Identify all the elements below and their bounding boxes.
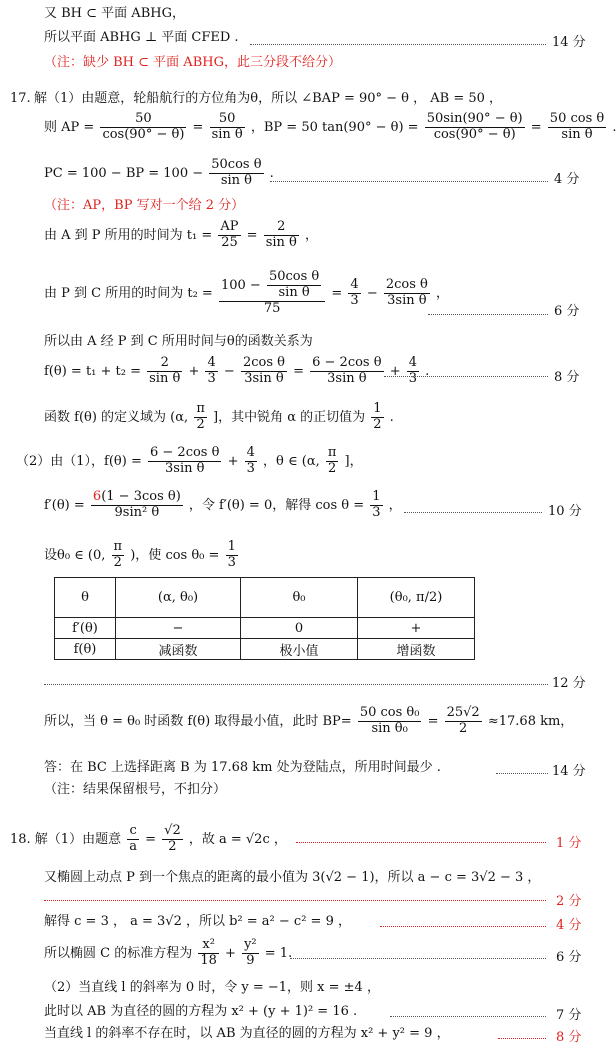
dot-leader bbox=[290, 958, 546, 959]
annotation-note: （注：结果保留根号，不扣分） bbox=[44, 782, 227, 797]
fraction: $\frac{\pi}{2}$ bbox=[113, 539, 123, 570]
dot-leader bbox=[270, 181, 548, 182]
formula-text: ，令 f′(θ) = 0，解得 cos θ = bbox=[188, 497, 365, 513]
fraction: $\frac{\pi}{2}$ bbox=[327, 445, 337, 476]
formula-line bbox=[44, 540, 240, 571]
table-cell: θ bbox=[55, 578, 116, 618]
fraction: 100 − $\frac{\text{50cos θ}}{\text{sin θ}}$ 75 bbox=[219, 270, 325, 317]
text-line: 解得 c = 3 ， a = 3√2 ，所以 b² = a² − c² = 9 ， bbox=[44, 914, 351, 929]
fraction: $\frac{\pi}{2}$ bbox=[196, 401, 205, 432]
text-line: 又 BH ⊂ 平面 ABHG， bbox=[44, 6, 185, 21]
fraction: $\frac{\text{50cos θ}}{\text{sin θ}}$ bbox=[268, 269, 320, 300]
fraction: $\frac{50}{\text{sin θ}}$ bbox=[211, 111, 243, 142]
table-cell: + bbox=[358, 618, 475, 639]
score-label: 7 分 bbox=[556, 1008, 582, 1023]
dot-leader bbox=[404, 512, 542, 513]
dot-leader bbox=[296, 842, 546, 843]
fraction: $\frac{4}{3}$ bbox=[350, 276, 359, 308]
dot-leader bbox=[496, 773, 548, 774]
table-cell: f′(θ) bbox=[55, 618, 116, 639]
fraction: $\frac{4}{3}$ bbox=[207, 355, 216, 386]
fraction: $\frac{\text{y²}}{9}$ bbox=[244, 937, 257, 968]
text-line: 答：在 BC 上选择距离 B 为 17.68 km 处为登陆点，所用时间最少 . bbox=[44, 760, 441, 775]
formula-line: 所以，当 θ = θ₀ 时函数 f(θ) 取得最小值，此时 BP= $\frac{\text{50 cos θ₀}}{\text{sin θ₀}}$ = $\frac{25√2}{2}$ ≈17.68 km， bbox=[44, 705, 574, 736]
fraction: $\frac{\text{50 cos θ₀}}{\text{sin θ₀}}$ bbox=[359, 705, 420, 736]
score-label: 10 分 bbox=[548, 504, 582, 519]
formula-line: （2）由（1），f(θ) = $\frac{\text{6 − 2cos θ}}{\text{3sin θ}}$ + $\frac{4}{3}$ ，θ ∈ (α, $\frac{\pi}{2}$ ]， bbox=[16, 445, 363, 476]
formula-text: 设θ₀ ∈ (0, bbox=[44, 547, 106, 563]
score-label: 1 分 bbox=[556, 836, 582, 851]
text-line: 又椭圆上动点 P 到一个焦点的距离的最小值为 3(√2 − 1)，所以 a − c = 3√2 − 3 ， bbox=[44, 870, 541, 885]
table-cell: (θ₀, π/2) bbox=[358, 578, 475, 618]
score-label: 12 分 bbox=[552, 676, 586, 691]
table-cell: f(θ) bbox=[55, 639, 116, 660]
dot-leader bbox=[44, 684, 548, 685]
formula-text: ，故 a = √2c ， bbox=[188, 831, 287, 847]
formula-text: 由 P 到 C 所用的时间为 t₂ = bbox=[44, 285, 213, 301]
fraction: $\frac{1}{2}$ bbox=[373, 401, 382, 432]
formula-line: 则 AP = $\frac{50}{\cos(90^\circ - \theta)}$ = $\frac{50}{\text{sin θ}}$ ，BP = 50 tan(90° − θ) = $\frac{50\sin(90^\circ - \theta)}{\cos(90^\circ - \theta)}$ = $\frac{\text{50 cos θ}}{\text{sin θ}}$ . bbox=[44, 111, 616, 142]
fraction: $\frac{1}{3}$ bbox=[227, 539, 236, 570]
fraction: $\frac{4}{3}$ bbox=[246, 445, 255, 476]
fraction: $\frac{1}{3}$ bbox=[372, 489, 381, 520]
dot-leader bbox=[250, 44, 546, 45]
fraction: $\frac{√2}{2}$ bbox=[164, 823, 181, 854]
formula-line: 由 A 到 P 所用的时间为 t₁ = $\frac{AP}{25}$ = $\frac{2}{\text{sin θ}}$ ， bbox=[44, 219, 319, 250]
formula-line: 18. 解（1）由题意 $\frac{c}{a}$ = $\frac{√2}{2}$ ，故 a = √2c ， bbox=[10, 823, 287, 854]
text-line: 所以由 A 经 P 到 C 所用时间与θ的函数关系为 bbox=[44, 334, 313, 349]
score-label: 4 分 bbox=[556, 918, 582, 933]
table-cell: 极小值 bbox=[241, 639, 358, 660]
table-cell: 0 bbox=[241, 618, 358, 639]
dot-leader bbox=[44, 900, 546, 901]
fraction: $\frac{\text{50 cos θ}}{\text{sin θ}}$ bbox=[549, 111, 605, 142]
formula-line: 函数 f(θ) 的定义域为 (α, $\frac{\pi}{2}$ ]，其中锐角 α 的正切值为 $\frac{1}{2}$ . bbox=[44, 401, 394, 432]
table-cell: θ₀ bbox=[241, 578, 358, 618]
score-label: 6 分 bbox=[556, 950, 582, 965]
fraction: $\frac{\text{2cos θ}}{\text{3sin θ}}$ bbox=[242, 355, 285, 386]
formula-line: f′(θ) = $\frac{\text{6(1 − 3cos θ)}}{\text{9sin² θ}}$ ，令 f′(θ) = 0，解得 cos θ = $\frac{1}{3}$ ， bbox=[44, 489, 402, 520]
text-line: （2）当直线 l 的斜率为 0 时，令 y = −1，则 x = ±4 ， bbox=[44, 980, 380, 995]
formula-text: 函数 f(θ) 的定义域为 (α, bbox=[44, 409, 189, 425]
table-cell: − bbox=[116, 618, 241, 639]
formula-text: 所以椭圆 C 的标准方程为 bbox=[44, 945, 193, 961]
formula-text: = 1. bbox=[264, 945, 293, 961]
variation-table bbox=[54, 577, 475, 660]
fraction: $\frac{c}{a}$ bbox=[129, 823, 137, 854]
table-cell: (α, θ₀) bbox=[116, 578, 241, 618]
formula-text: f(θ) = t₁ + t₂ = bbox=[44, 363, 141, 379]
fraction: $\frac{2}{\text{sin θ}}$ bbox=[149, 355, 181, 386]
formula-text: ≈17.68 km， bbox=[487, 713, 574, 729]
fraction: $\frac{50}{\cos(90^\circ - \theta)}$ bbox=[102, 111, 185, 142]
formula-text: 18. 解（1）由题意 bbox=[10, 831, 122, 847]
score-label: 14 分 bbox=[552, 764, 586, 779]
fraction: $\frac{50\sin(90^\circ - \theta)}{\cos(90^\circ - \theta)}$ bbox=[426, 111, 523, 142]
dot-leader bbox=[390, 1016, 546, 1017]
formula-text: 由 A 到 P 所用的时间为 t₁ = bbox=[44, 227, 213, 243]
formula-text: f′(θ) = bbox=[44, 497, 85, 513]
formula-line: f(θ) = t₁ + t₂ = $\frac{2}{\text{sin θ}}$ + $\frac{4}{3}$ − $\frac{\text{2cos θ}}{\text{3sin θ}}$ = $\frac{\text{6 − 2cos θ}}{\text{3sin θ}}$ + $\frac{4}{3}$ . bbox=[44, 355, 430, 386]
table-cell: 减函数 bbox=[116, 639, 241, 660]
dot-leader bbox=[380, 926, 546, 927]
score-label: 14 分 bbox=[552, 35, 586, 50]
score-label: 8 分 bbox=[556, 1030, 582, 1045]
formula-text: )，使 cos θ₀ = bbox=[130, 547, 220, 563]
text-line: 所以平面 ABHG ⊥ 平面 CFED . bbox=[44, 30, 239, 45]
fraction: $\frac{\text{x²}}{18}$ bbox=[200, 937, 217, 968]
fraction: $\frac{4}{3}$ bbox=[408, 355, 418, 386]
score-label: 8 分 bbox=[554, 370, 580, 385]
question-number: 17. bbox=[10, 91, 31, 106]
annotation-note: （注：缺少 BH ⊂ 平面 ABHG，此三分段不给分） bbox=[44, 55, 341, 70]
dot-leader bbox=[428, 314, 548, 315]
formula-text: ]，其中锐角 α 的正切值为 bbox=[213, 409, 366, 425]
table-cell: 增函数 bbox=[358, 639, 475, 660]
score-label: 2 分 bbox=[556, 894, 582, 909]
fraction: $\frac{2}{\text{sin θ}}$ bbox=[265, 219, 297, 250]
fraction: $\frac{\text{6(1 − 3cos θ)}}{\text{9sin² θ}}$ bbox=[92, 489, 181, 520]
formula-line: 所以椭圆 C 的标准方程为 $\frac{\text{x²}}{18}$ + $\frac{\text{y²}}{9}$ = 1. bbox=[44, 937, 293, 968]
fraction: $\frac{AP}{25}$ bbox=[220, 219, 239, 250]
dot-leader bbox=[384, 376, 548, 377]
formula-line: 由 P 到 C 所用的时间为 t₂ = 100 − $\frac{\text{50cos θ}}{\text{sin θ}}$ 75 = $\frac{4}{3}$ − $\frac{\text{2cos θ}}{\text{3sin θ}}$ ， bbox=[44, 269, 450, 316]
formula-text: ，θ ∈ (α, bbox=[263, 453, 320, 469]
score-label: 6 分 bbox=[554, 304, 580, 319]
text-line: 当直线 l 的斜率不存在时，以 AB 为直径的圆的方程为 x² + y² = 9 ， bbox=[44, 1026, 450, 1041]
formula-text: ，BP = 50 tan(90° − θ) = bbox=[250, 119, 419, 135]
formula-text: PC = 100 − BP = 100 − bbox=[44, 165, 204, 181]
formula-text: 所以，当 θ = θ₀ 时函数 f(θ) 取得最小值，此时 BP= bbox=[44, 713, 352, 729]
fraction: $\frac{\text{2cos θ}}{\text{3sin θ}}$ bbox=[385, 276, 428, 308]
fraction: $\frac{\text{6 − 2cos θ}}{\text{3sin θ}}$ bbox=[150, 445, 220, 476]
fraction: $\frac{\text{6 − 2cos θ}}{\text{3sin θ}}$ bbox=[312, 355, 382, 386]
annotation-note: （注：AP，BP 写对一个给 2 分） bbox=[44, 198, 245, 213]
score-label: 4 分 bbox=[554, 172, 580, 187]
dot-leader bbox=[498, 1038, 546, 1039]
text-line: 此时以 AB 为直径的圆的方程为 x² + (y + 1)² = 16 . bbox=[44, 1004, 358, 1019]
formula-text: 则 AP = bbox=[44, 119, 95, 135]
text-line: 解（1）由题意，轮船航行的方位角为θ，所以 ∠BAP = 90° − θ ， AB = 50 ， bbox=[34, 91, 503, 106]
fraction: $\frac{\text{50cos θ}}{\text{sin θ}}$ bbox=[211, 157, 262, 188]
fraction: $\frac{25√2}{2}$ bbox=[446, 705, 480, 736]
formula-line: PC = 100 − BP = 100 − $\frac{\text{50cos θ}}{\text{sin θ}}$ . bbox=[44, 157, 274, 188]
formula-text: （2）由（1），f(θ) = bbox=[16, 453, 142, 469]
